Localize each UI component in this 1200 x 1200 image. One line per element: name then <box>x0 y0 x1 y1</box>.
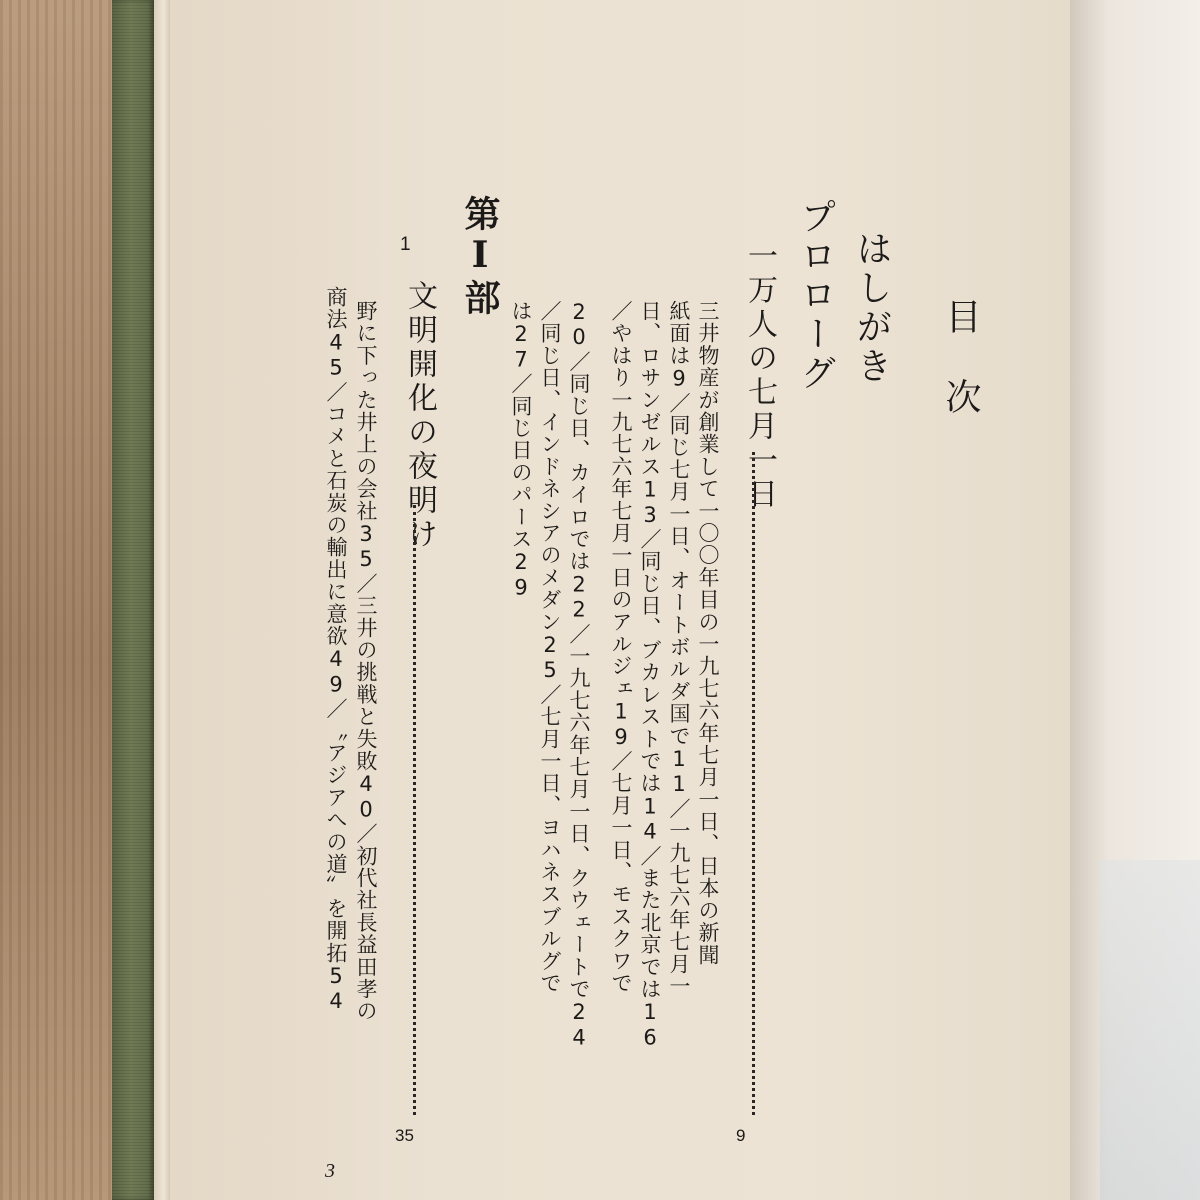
prologue-heading: プロローグ <box>795 198 836 393</box>
part1-line-2: 商法45／コメと石炭の輸出に意欲49／〝アジアへの道〟を開拓54 <box>324 286 348 1015</box>
prologue-line-4: ／やはり一九七六年七月一日のアルジェ19／七月一日、モスクワで <box>609 300 633 995</box>
part1-line-1: 野に下った井上の会社35／三井の挑戦と失敗40／初代社長益田孝の <box>354 300 378 1023</box>
prologue-line-1: 三井物産が創業して一〇〇年目の一九七六年七月一日、日本の新聞 <box>696 300 720 966</box>
prologue-line-2: 紙面は9／同じ七月一日、オートボルダ国で11／一九七六年七月一 <box>667 300 691 998</box>
book-spine-cloth <box>112 0 154 1200</box>
prologue-line-3: 日、ロサンゼルス13／同じ日、ブカレストでは14／また北京では16 <box>638 300 662 1051</box>
prologue-leader-dots <box>752 452 755 1115</box>
part1-heading: 第Ⅰ部 <box>459 195 501 318</box>
prologue-page-number: 9 <box>736 1126 746 1145</box>
part1-leader-dots <box>413 505 416 1115</box>
wooden-table-background <box>0 0 120 1200</box>
adjacent-surface-shadow <box>1100 860 1200 1200</box>
prologue-chapter-title: 一万人の七月一日 <box>742 240 777 512</box>
part1-chapter-title: 文明開化の夜明け <box>402 280 437 552</box>
prologue-line-6: ／同じ日、インドネシアのメダン25／七月一日、ヨハネスブルグで <box>538 300 562 995</box>
prologue-line-7: は27／同じ日のパース29 <box>509 300 533 601</box>
prologue-line-5: 20／同じ日、カイロでは22／一九七六年七月一日、クウェートで24 <box>567 300 591 1051</box>
part1-page-number: 35 <box>395 1126 414 1145</box>
preface-heading: はしがき <box>851 230 892 386</box>
page-edge <box>154 0 170 1200</box>
part1-chapter-number: 1 <box>400 234 411 255</box>
page-folio: 3 <box>325 1160 335 1182</box>
toc-title: 目次 <box>940 298 981 458</box>
